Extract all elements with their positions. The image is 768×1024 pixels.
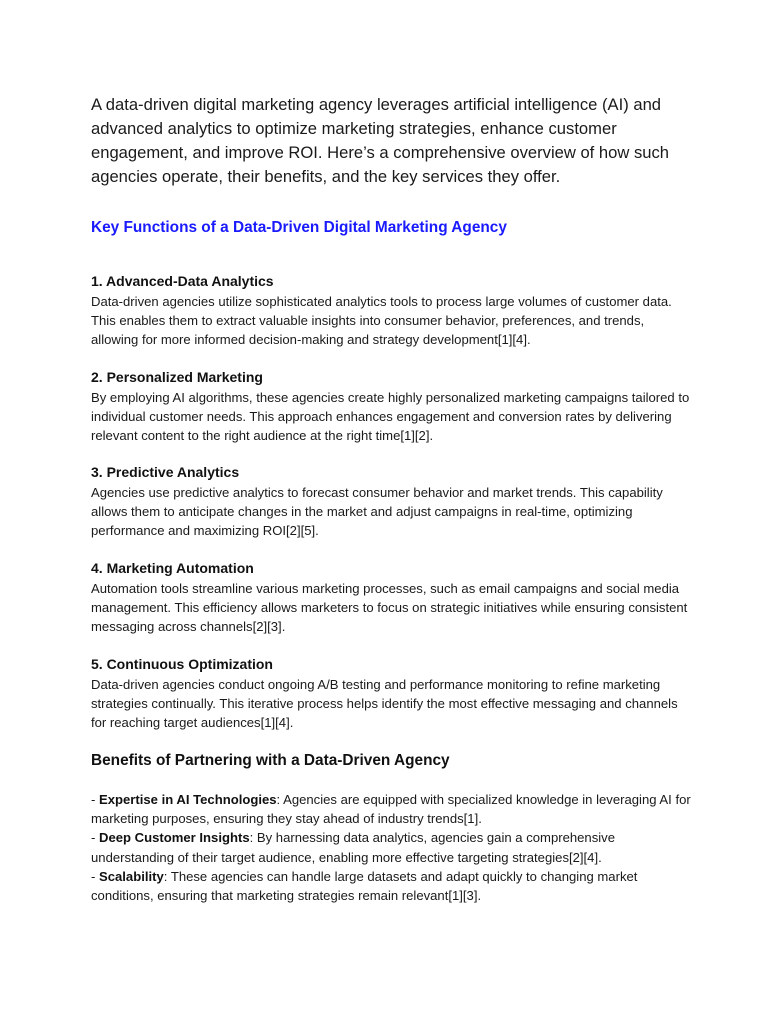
benefit-text: : By harnessing data analytics, agencies gain a comprehensive understanding of their target audience, enabling more effective targeting strategies[2][4]. [91,830,615,865]
key-function-body: By employing AI algorithms, these agencies create highly personalized marketing campaigns tailored to individual customer needs. This approach enhances engagement and conversion rates by delivering relevant content to the right audience at the right time[1][2]. [91,390,690,444]
benefit-prefix: - [91,830,99,846]
key-function-title: 5. Continuous Optimization [91,656,273,672]
document-page [91,93,691,238]
benefit-term: Scalability [99,868,164,884]
key-function-item [91,559,691,637]
key-function-item [91,368,691,446]
key-function-title: 1. Advanced-Data Analytics [91,273,274,289]
key-function-title: 3. Predictive Analytics [91,464,240,480]
key-function-item [91,463,691,541]
intro-paragraph: A data-driven digital marketing agency leverages artificial intelligence (AI) and advanced analytics to optimize marketing strategies, enhance customer engagement, and improve ROI. Here’s a comprehensive overview of how such agencies operate, their benefits, and the key services they offer. [91,95,670,186]
benefit-item [91,867,691,905]
benefit-text: : These agencies can handle large datasets and adapt quickly to changing market conditions, ensuring that marketing strategies remain relevant[1][3]. [91,868,638,904]
benefit-term: Expertise in AI Technologies [99,792,277,807]
benefit-term: Deep Customer Insights [99,830,250,846]
key-function-item [91,655,691,733]
benefits-section [91,751,691,771]
benefit-prefix: - [91,792,99,807]
key-function-title: 2. Personalized Marketing [91,369,263,385]
key-function-body: Automation tools streamline various marketing processes, such as email campaigns and social media management. This efficiency allows marketers to focus on strategic initiatives while ensuring consistent messaging across channels[2][3]. [91,581,688,635]
key-functions-heading: Key Functions of a Data-Driven Digital Marketing Agency [91,218,507,236]
key-function-body: Agencies use predictive analytics to forecast consumer behavior and market trends. This capability allows them to anticipate changes in the market and adjust campaigns in real-time, optimizing performance and maximizing ROI[2][5]. [91,485,663,539]
benefits-list [91,790,691,905]
benefit-item [91,828,691,866]
key-function-item [91,272,691,350]
benefit-item [91,790,691,828]
key-function-title: 4. Marketing Automation [91,560,254,576]
benefit-prefix: - [91,868,99,884]
benefits-heading: Benefits of Partnering with a Data-Driven Agency [91,752,450,769]
key-function-body: Data-driven agencies utilize sophisticated analytics tools to process large volumes of customer data. This enables them to extract valuable insights into consumer behavior, preferences, and trends, allowing for more informed decision-making and strategy development[1][4]. [91,294,672,348]
key-function-body: Data-driven agencies conduct ongoing A/B testing and performance monitoring to refine marketing strategies continually. This iterative process helps identify the most effective messaging and channels for reaching target audiences[1][4]. [91,677,678,731]
benefit-text: : Agencies are equipped with specialized knowledge in leveraging AI for marketing purposes, ensuring they stay ahead of industry trends[1]. [91,792,691,827]
